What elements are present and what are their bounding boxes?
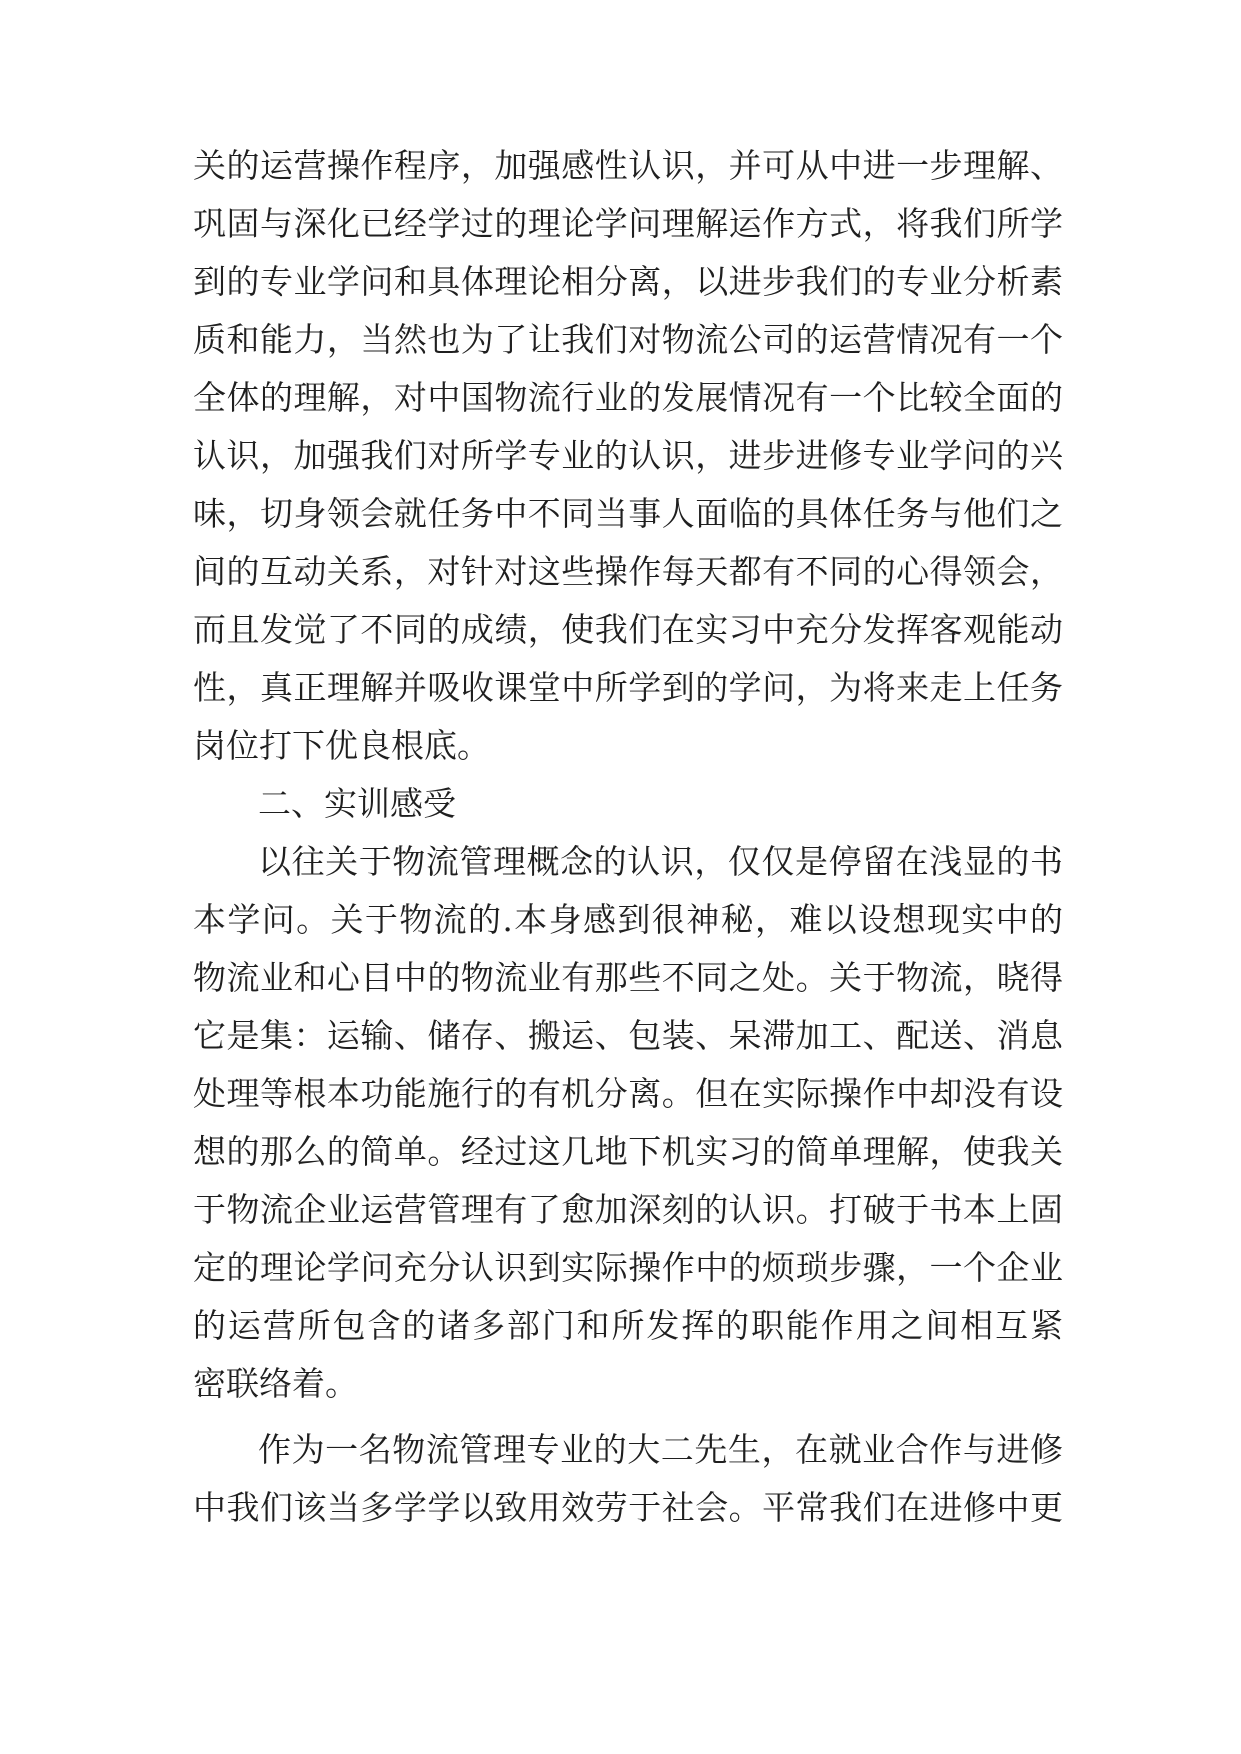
paragraph-2-line-5: 处理等根本功能施行的有机分离。但在实际操作中却没有设 [193,1074,1063,1113]
paragraph-2-line-9: 的运营所包含的诸多部门和所发挥的职能作用之间相互紧 [193,1306,1063,1345]
paragraph-1-line-9: 而且发觉了不同的成绩，使我们在实习中充分发挥客观能动 [193,610,1063,649]
paragraph-1-line-10: 性，真正理解并吸收课堂中所学到的学问，为将来走上任务 [193,668,1063,707]
paragraph-2-line-8: 定的理论学问充分认识到实际操作中的烦琐步骤，一个企业 [193,1248,1063,1287]
paragraph-1-line-1: 关的运营操作程序，加强感性认识，并可从中进一步理解、 [193,146,1063,185]
paragraph-2-line-3: 物流业和心目中的物流业有那些不同之处。关于物流，晓得 [193,958,1063,997]
paragraph-2-line-4: 它是集：运输、储存、搬运、包装、呆滞加工、配送、消息 [193,1016,1063,1055]
paragraph-2-line-1: 以往关于物流管理概念的认识，仅仅是停留在浅显的书 [258,842,1063,881]
paragraph-1-line-8: 间的互动关系，对针对这些操作每天都有不同的心得领会， [193,552,1063,591]
paragraph-1-line-6: 认识，加强我们对所学专业的认识，进步进修专业学问的兴 [193,436,1063,475]
paragraph-3-line-1: 作为一名物流管理专业的大二先生，在就业合作与进修 [258,1430,1063,1469]
paragraph-2-line-2: 本学问。关于物流的.本身感到很神秘，难以设想现实中的 [193,900,1063,939]
paragraph-1-line-7: 味，切身领会就任务中不同当事人面临的具体任务与他们之 [193,494,1063,533]
paragraph-3-line-2: 中我们该当多学学以致用效劳于社会。平常我们在进修中更 [193,1488,1063,1527]
paragraph-2-line-10: 密联络着。 [193,1364,358,1403]
paragraph-2-line-7: 于物流企业运营管理有了愈加深刻的认识。打破于书本上固 [193,1190,1063,1229]
paragraph-1-line-11: 岗位打下优良根底。 [193,726,490,765]
section-heading: 二、实训感受 [258,784,456,823]
paragraph-1-line-4: 质和能力，当然也为了让我们对物流公司的运营情况有一个 [193,320,1063,359]
paragraph-1-line-3: 到的专业学问和具体理论相分离，以进步我们的专业分析素 [193,262,1063,301]
paragraph-1-line-5: 全体的理解，对中国物流行业的发展情况有一个比较全面的 [193,378,1063,417]
paragraph-2-line-6: 想的那么的简单。经过这几地下机实习的简单理解，使我关 [193,1132,1063,1171]
paragraph-1-line-2: 巩固与深化已经学过的理论学问理解运作方式，将我们所学 [193,204,1063,243]
